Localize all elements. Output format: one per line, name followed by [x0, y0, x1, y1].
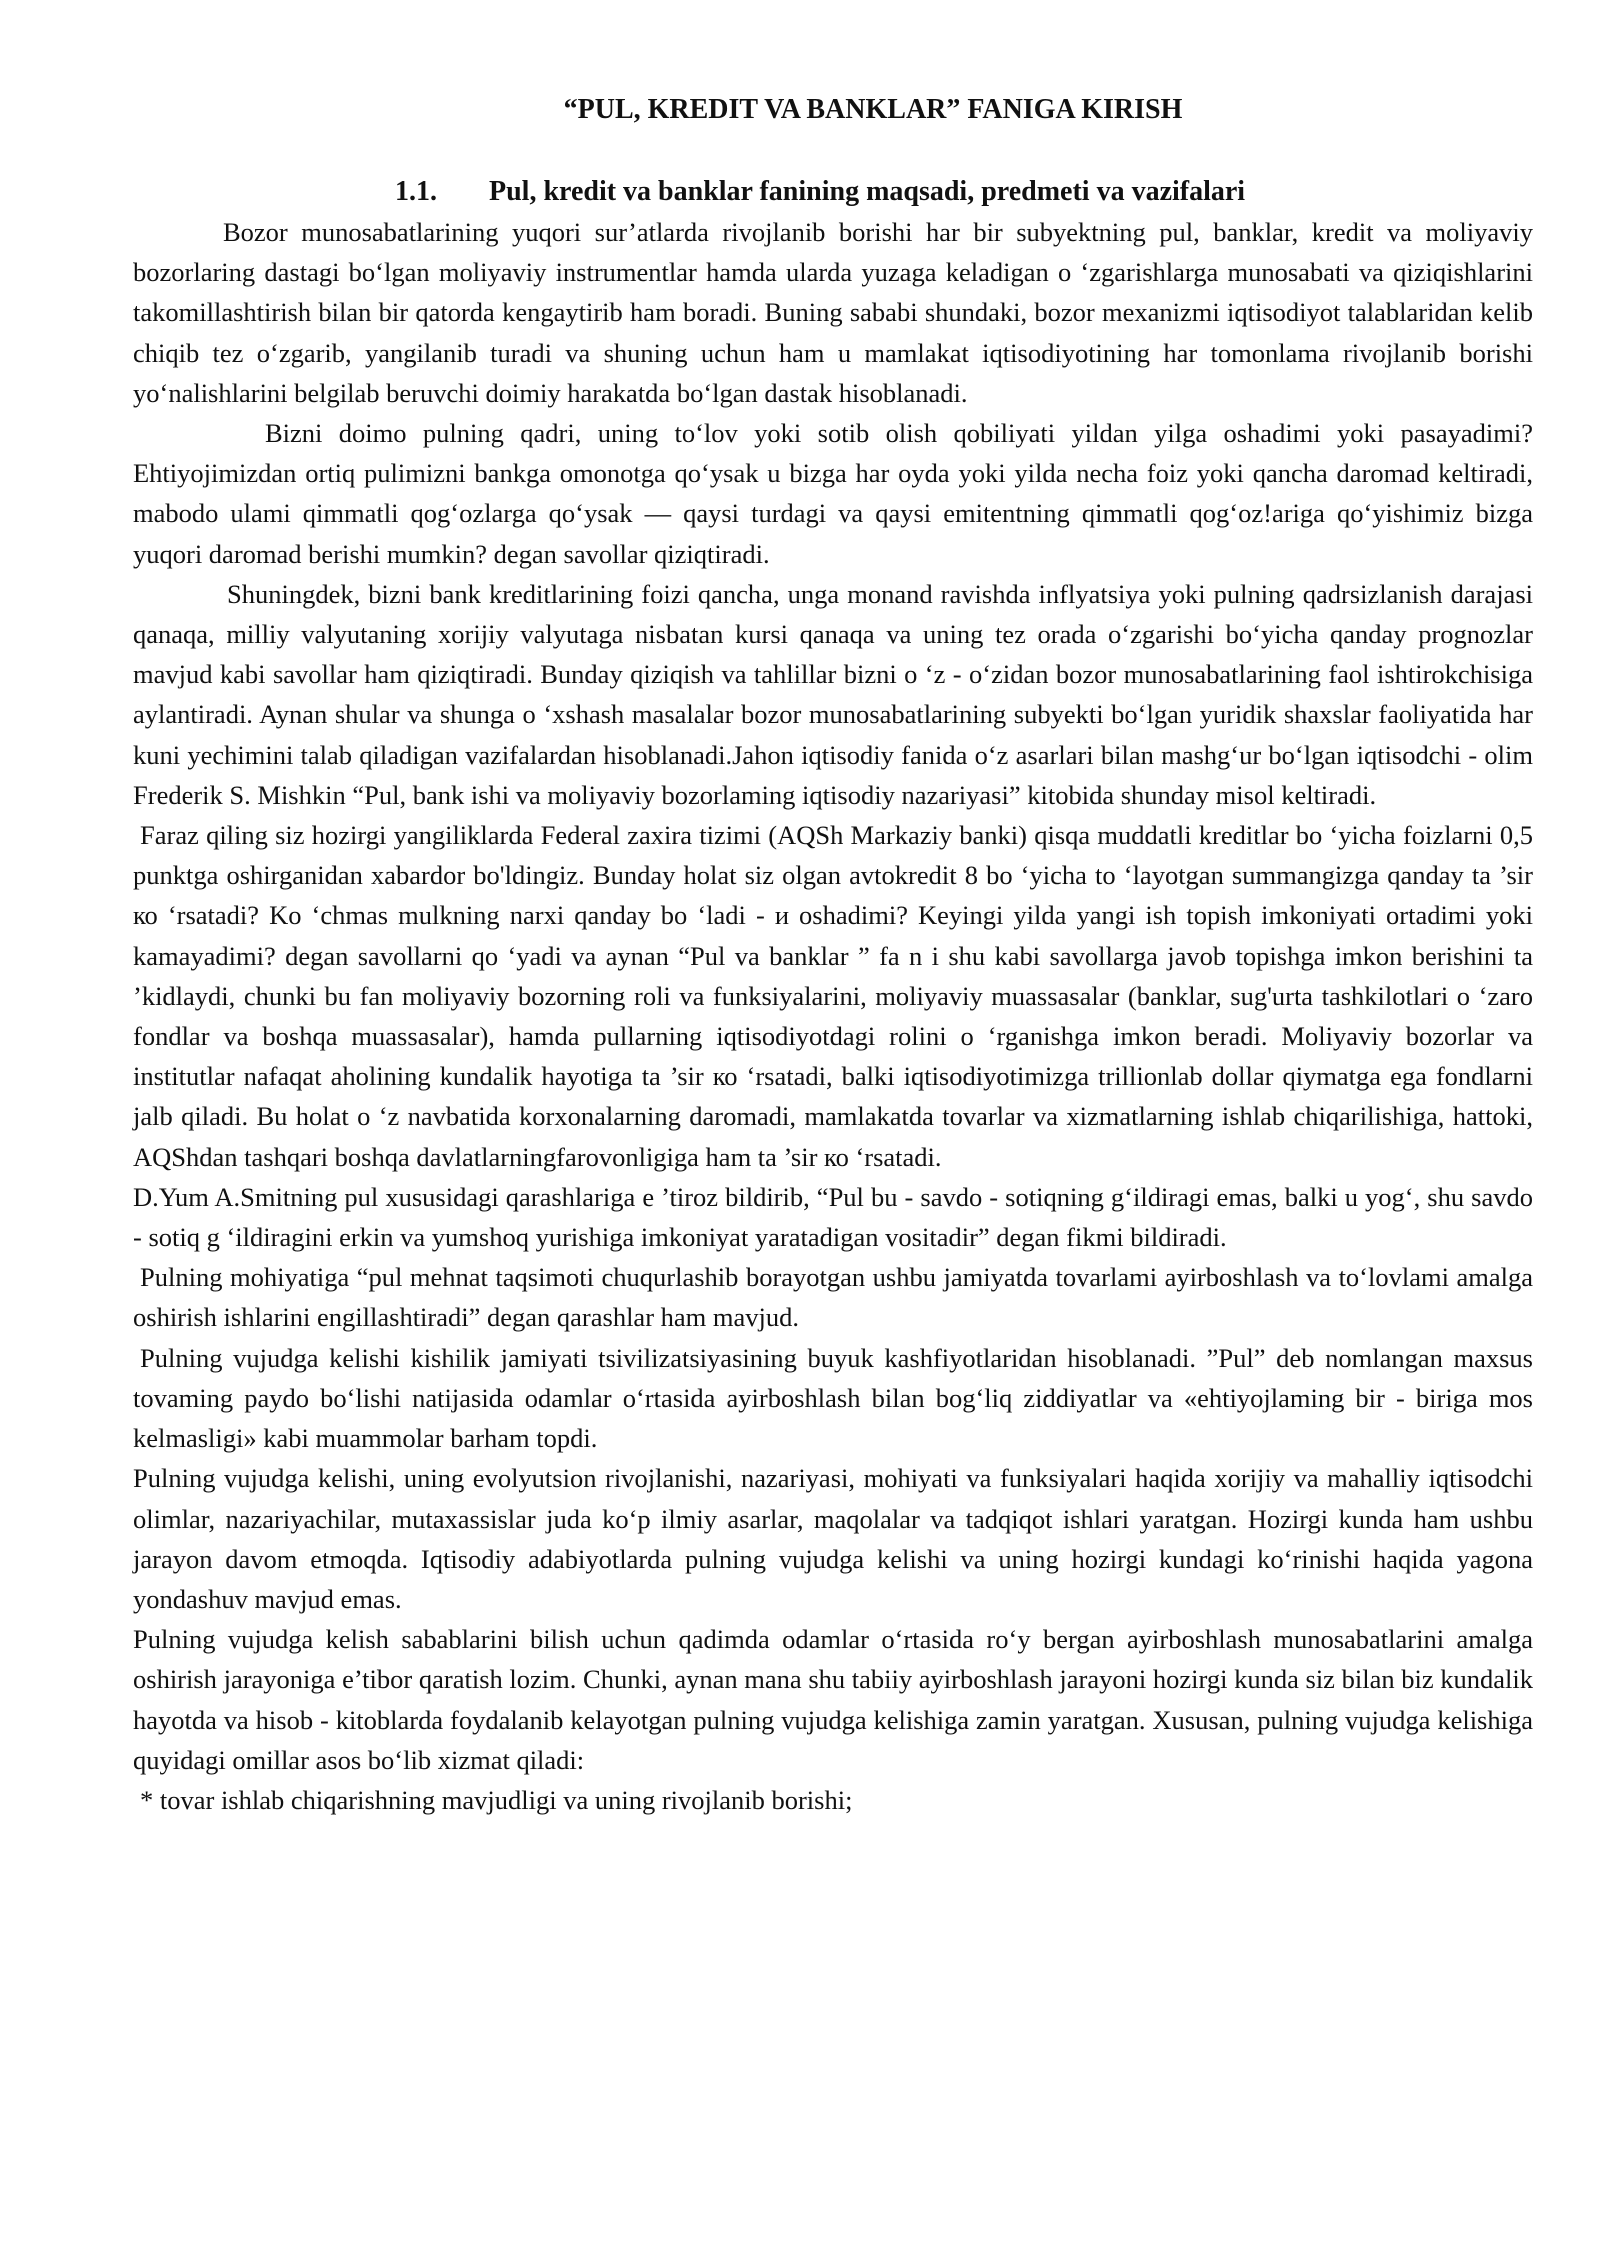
- paragraph: D.Yum A.Smitning pul xususidagi qarashlariga e ’tiroz bildirib, “Pul bu - savdo - sotiqning g‘ildiragi emas, balki u yog‘, shu savdo - sotiq g ‘ildiragini erkin va yumshoq yurishiga imkoniyat yaratadigan vositadir” degan fikmi bildiradi.: [133, 1181, 1533, 1253]
- paragraph: Faraz qiling siz hozirgi yangiliklarda Federal zaxira tizimi (AQSh Markaziy banki) qisqa muddatli kreditlar bo ‘yicha foizlarni 0,5 punktga oshirganidan xabardor bo'ldingiz. Bunday holat siz olgan avtokredit 8 bo ‘yicha to ‘layotgan summangizga qanday ta ’sir ко ‘rsatadi? Ko ‘chmas mulkning narxi qanday bo ‘ladi - и oshadimi? Keyingi yilda yangi ish topish imkoniyati ortadimi yoki kamayadimi? degan savollarni qo ‘yadi va aynan “Pul va banklar ” fa n i shu kabi savollarga javob topishga imkon berishini ta ’kidlaydi, chunki bu fan moliyaviy bozorning roli va funksiyalarini, moliyaviy muassasalar (banklar, sug'urta tashkilotlari o ‘zaro fondlar va boshqa muassasalar), hamda pullarning iqtisodiyotdagi rolini o ‘rganishga imkon beradi. Moliyaviy bozorlar va institutlar nafaqat aholining kundalik hayotiga ta ’sir ко ‘rsatadi, balki iqtisodiyotimizga trillionlab dollar qiymatga ega fondlarni jalb qiladi. Bu holat o ‘z navbatida korxonalarning daromadi, mamlakatda tovarlar va xizmatlarning ishlab chiqarilishiga, hattoki, AQShdan tashqari boshqa davlatlarningfarovonligiga ham ta ’sir ко ‘rsatadi.: [133, 820, 1533, 1172]
- section-title: Pul, kredit va banklar fanining maqsadi, predmeti va vazifalari: [489, 176, 1246, 207]
- bullet-item: * tovar ishlab chiqarishning mavjudligi va uning rivojlanib borishi;: [140, 1784, 853, 1815]
- document-page: [133, 90, 1533, 1820]
- document-title: “PUL, KREDIT VA BANKLAR” FANIGA KIRISH: [563, 94, 1183, 125]
- paragraph: Pulning vujudga kelishi kishilik jamiyati tsivilizatsiyasining buyuk kashfiyotlaridan hisoblanadi. ”Pul” deb nomlangan maxsus tovaming paydo bo‘lishi natijasida odamlar o‘rtasida ayirboshlash bilan bog‘liq ziddiyatlar va «ehtiyojlaming bir - biriga mos kelmasligi» kabi muammolar barham topdi.: [133, 1342, 1533, 1454]
- paragraph: Pulning mohiyatiga “pul mehnat taqsimoti chuqurlashib borayotgan ushbu jamiyatda tovarlami ayirboshlash va to‘lovlami amalga oshirish ishlarini engillashtiradi” degan qarashlar ham mavjud.: [133, 1262, 1533, 1333]
- paragraph: Pulning vujudga kelishi, uning evolyutsion rivojlanishi, nazariyasi, mohiyati va funksiyalari haqida xorijiy va mahalliy iqtisodchi olimlar, nazariyachilar, mutaxassislar juda ko‘p ilmiy asarlar, maqolalar va tadqiqot ishlari yaratgan. Hozirgi kunda ham ushbu jarayon davom etmoqda. Iqtisodiy adabiyotlarda pulning vujudga kelishi va uning hozirgi kundagi ko‘rinishi haqida yagona yondashuv mavjud emas.: [133, 1463, 1533, 1614]
- paragraph: Bizni doimo pulning qadri, uning to‘lov yoki sotib olish qobiliyati yildan yilga oshadimi yoki pasayadimi? Ehtiyojimizdan ortiq pulimizni bankga omonotga qo‘ysak u bizga har oyda yoki yilda necha foiz yoki qancha daromad keltiradi, mabodo ulami qimmatli qog‘ozlarga qo‘ysak — qaysi turdagi va qaysi emitentning qimmatli qog‘oz!ariga qo‘yishimiz bizga yuqori daromad berishi mumkin? degan savollar qiziqtiradi.: [133, 418, 1533, 569]
- paragraph: Shuningdek, bizni bank kreditlarining foizi qancha, unga monand ravishda inflyatsiya yoki pulning qadrsizlanish darajasi qanaqa, milliy valyutaning xorijiy valyutaga nisbatan kursi qanaqa va uning tez orada o‘zgarishi bo‘yicha qanday prognozlar mavjud kabi savollar ham qiziqtiradi. Bunday qiziqish va tahlillar bizni o ‘z - o‘zidan bozor munosabatlarining faol ishtirokchisiga aylantiradi. Aynan shular va shunga o ‘xshash masalalar bozor munosabatlarining subyekti bo‘lgan yuridik shaxslar faoliyatida har kuni yechimini talab qiladigan vazifalardan hisoblanadi.Jahon iqtisodiy fanida o‘z asarlari bilan mashg‘ur bo‘lgan iqtisodchi - olim Frederik S. Mishkin “Pul, bank ishi va moliyaviy bozorlaming iqtisodiy nazariyasi” kitobida shunday misol keltiradi.: [133, 578, 1533, 810]
- section-heading: [133, 172, 1533, 212]
- paragraph: Bozor munosabatlarining yuqori sur’atlarda rivojlanib borishi har bir subyektning pul, banklar, kredit va moliyaviy bozorlaring dastagi bo‘lgan moliyaviy instrumentlar hamda ularda yuzaga keladigan o ‘zgarishlarga munosabati va qiziqishlarini takomillashtirish bilan bir qatorda kengaytirib ham boradi. Buning sababi shundaki, bozor mexanizmi iqtisodiyot talablaridan kelib chiqib tez o‘zgarib, yangilanib turadi va shuning uchun ham u mamlakat iqtisodiyotining har tomonlama rivojlanib borishi yo‘nalishlarini belgilab beruvchi doimiy harakatda bo‘lgan dastak hisoblanadi.: [133, 217, 1533, 408]
- section-number: 1.1.: [395, 176, 437, 207]
- paragraph: Pulning vujudga kelish sabablarini bilish uchun qadimda odamlar o‘rtasida ro‘y bergan ayirboshlash munosabatlarini amalga oshirish jarayoniga e’tibor qaratish lozim. Chunki, aynan mana shu tabiiy ayirboshlash jarayoni hozirgi kunda siz bilan biz kundalik hayotda va hisob - kitoblarda foydalanib kelayotgan pulning vujudga kelishiga zamin yaratgan. Xususan, pulning vujudga kelishiga quyidagi omillar asos bo‘lib xizmat qiladi:: [133, 1624, 1533, 1775]
